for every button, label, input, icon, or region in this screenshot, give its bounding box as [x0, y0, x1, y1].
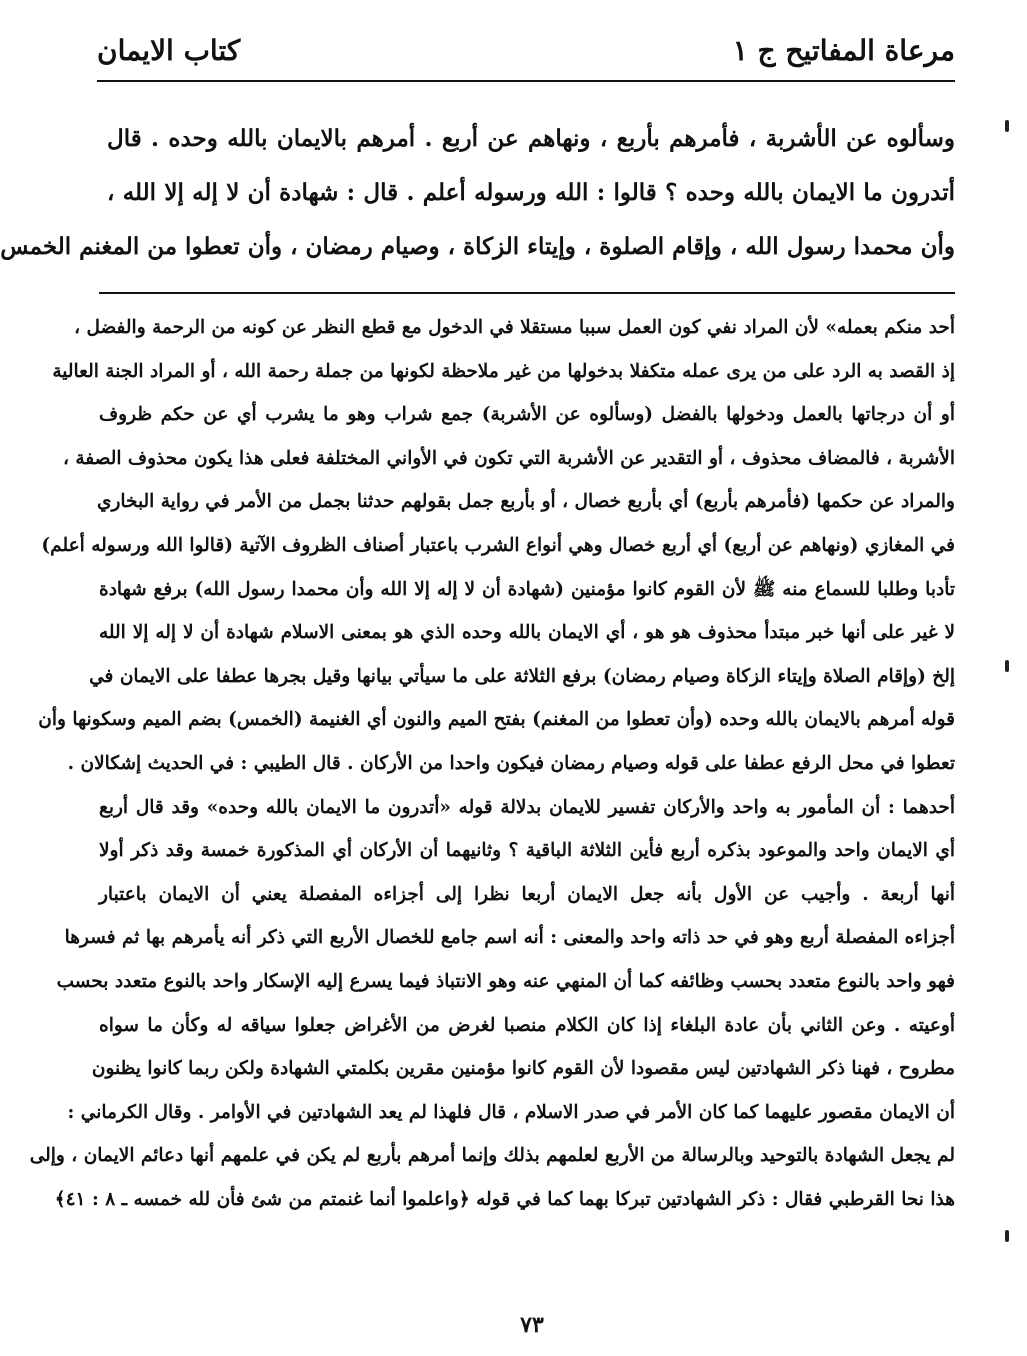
commentary-line: أنها أربعة . وأجيب عن الأول بأنه جعل الايمان أربعا نظرا إلى أجزاءه المفصلة يعني أن الايمان باعتبار: [99, 883, 955, 905]
commentary-line: في المغازي (ونهاهم عن أربع) أي أربع خصال وهي أنواع الشرب باعتبار أصناف الظروف الآتية (قالوا الله ورسوله أعلم): [41, 534, 955, 556]
commentary-line: فهو واحد بالنوع متعدد بحسب وظائفه كما أن المنهي عنه وهو الانتباذ فيما يسرع إليه الإسكار واحد بالنوع متعدد بحسب: [56, 970, 955, 992]
margin-mark: [1005, 120, 1009, 132]
commentary-line: لم يجعل الشهادة بالتوحيد وبالرسالة من الأربع لعلمهم بذلك وإنما أمرهم بأربع لم يكن في علمهم أنها دعائم الايمان ، وإلى: [29, 1145, 955, 1167]
header-rule: [97, 80, 955, 82]
commentary-line: مطروح ، فهنا ذكر الشهادتين ليس مقصودا لأن القوم كانوا مؤمنين مقرين بكلمتي الشهادة ولكن ربما كانوا يظنون: [91, 1058, 955, 1080]
commentary-line: أحدهما : أن المأمور به واحد والأركان تفسير للايمان بدلالة قوله «أتدرون ما الايمان بالله وحده» وقد قال أربع: [99, 796, 955, 818]
commentary-line: إلخ (وإقام الصلاة وإيتاء الزكاة وصيام رمضان) برفع الثلاثة على ما سيأتي بيانها وقيل بجرها عطفا على الايمان في: [89, 665, 955, 687]
commentary-line: هذا نحا القرطبي فقال : ذكر الشهادتين تبركا بهما كما في قوله ﴿واعلموا أنما غنمتم من شئ فأن لله خمسه ـ ٨ : ٤١﴾: [54, 1188, 955, 1210]
commentary-line: تعطوا في محل الرفع عطفا على قوله وصيام رمضان فيكون واحدا من الأركان . قال الطيبي : في الحديث إشكالان .: [67, 752, 955, 774]
commentary-line: إذ القصد به الرد على من يرى عمله متكفلا بدخولها من غير ملاحظة لكونها من جملة رحمة الله ، أو المراد الجنة العالية: [52, 360, 955, 382]
running-title-chapter: كتاب الايمان: [97, 34, 241, 67]
commentary-line: قوله أمرهم بالايمان بالله وحده (وأن تعطوا من المغنم) بفتح الميم والنون أي الغنيمة (الخمس) بضم الميم وسكونها وأن: [38, 709, 955, 731]
margin-mark: [1005, 660, 1009, 672]
commentary-line: أن الايمان مقصور عليهما كما كان الأمر في صدر الاسلام ، قال فلهذا لم يعد الشهادتين في الأوامر . وقال الكرماني :: [67, 1101, 955, 1123]
commentary-line: أوعيته . وعن الثاني بأن عادة البلغاء إذا كان الكلام منصبا لغرض من الأغراض جعلوا سياقه له وكأن ما سواه: [99, 1014, 955, 1036]
commentary-line: تأدبا وطلبا للسماع منه ﷺ لأن القوم كانوا مؤمنين (شهادة أن لا إله إلا الله وأن محمدا رسول الله) برفع شهادة: [99, 578, 955, 600]
commentary-text: [29, 306, 955, 1221]
running-title-volume: مرعاة المفاتيح ج ١: [732, 34, 955, 67]
commentary-line: أجزاءه المفصلة أربع وهو في حد ذاته واحد والمعنى : أنه اسم جامع للخصال الأربع التي ذكر أنه يأمرهم بها ثم فسرها: [64, 927, 955, 949]
commentary-line: لا غير على أنها خبر مبتدأ محذوف هو هو ، أي الايمان بالله وحده الذي هو بمعنى الاسلام شهادة أن لا إله إلا الله: [99, 622, 955, 644]
commentary-line: أي الايمان واحد والموعود بذكره أربع فأين الثلاثة الباقية ؟ وثانيهما أن الأركان أي المذكورة خمسة وقد ذكر أولا: [99, 840, 955, 862]
commentary-line: أحد منكم بعمله» لأن المراد نفي كون العمل سببا مستقلا في الدخول مع قطع النظر عن كونه من الرحمة والفضل ،: [74, 317, 955, 338]
commentary-line: الأشربة ، فالمضاف محذوف ، أو التقدير عن الأشربة التي تكون في الأواني المختلفة فعلى هذا يكون محذوف الصفة ،: [62, 447, 955, 469]
commentary-divider: [99, 292, 955, 294]
commentary-line: أو أن درجاتها بالعمل ودخولها بالفضل (وسألوه عن الأشربة) جمع شراب وهو ما يشرب أي عن حكم ظروف: [99, 404, 955, 426]
hadith-text: [0, 112, 955, 274]
matn-line: وأن محمدا رسول الله ، وإقام الصلوة ، وإيتاء الزكاة ، وصيام رمضان ، وأن تعطوا من المغنم الخمس: [0, 233, 955, 260]
page-header: [97, 28, 955, 74]
matn-line: وسألوه عن الأشربة ، فأمرهم بأربع ، ونهاهم عن أربع . أمرهم بالايمان بالله وحده . قال: [107, 125, 955, 152]
commentary-line: والمراد عن حكمها (فأمرهم بأربع) أي بأربع خصال ، أو بأربع جمل بقولهم حدثنا بجمل من الأمر في رواية البخاري: [96, 491, 955, 513]
matn-line: أتدرون ما الايمان بالله وحده ؟ قالوا : الله ورسوله أعلم . قال : شهادة أن لا إله إلا الله ،: [107, 179, 955, 206]
margin-mark: [1005, 1230, 1009, 1242]
page-number: ٧٣: [520, 1312, 544, 1338]
